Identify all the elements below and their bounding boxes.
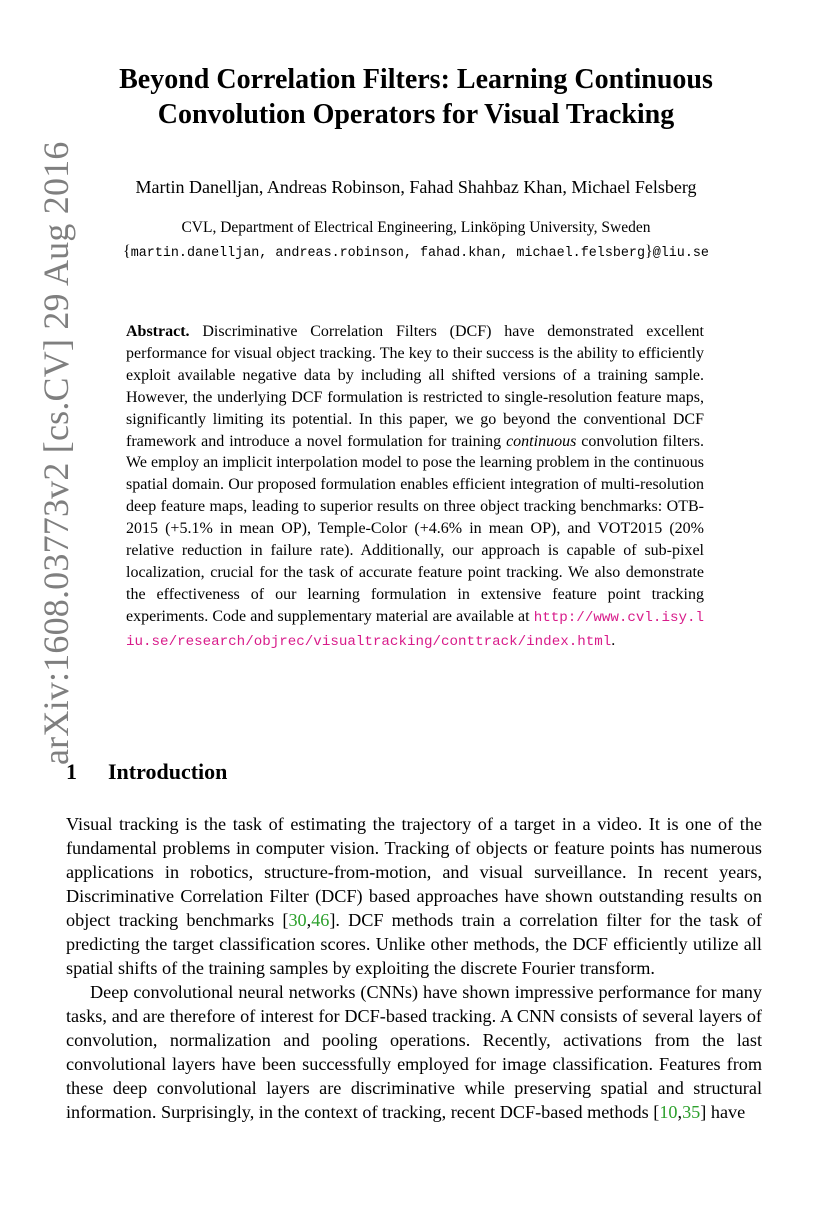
abstract-text-part1: Discriminative Correlation Filters (DCF) have demonstrated excellent performance for visual object tracking. The key to their success is the ability to efficiently exploit available negative data by including all shifted versions of a training sample. However, the underlying DCF formulation is restricted to single-resolution feature maps, significantly limiting its potential. In this paper, we go beyond the conventional DCF framework and introduce a novel formulation for training [126,323,704,450]
abstract-text-part2: convolution filters. We employ an implicit interpolation model to pose the learning problem in the continuous spatial domain. Our proposed formulation enables efficient integration of multi-resolution deep feature maps, leading to superior results on three object tracking benchmarks: OTB-2015 (+5.1% in mean OP), Temple-Color (+4.6% in mean OP), and VOT2015 (20% relative reduction in failure rate). Additionally, our approach is capable of sub-pixel localization, crucial for the task of accurate feature point tracking. We also demonstrate the effectiveness of our learning formulation in extensive feature point tracking experiments. Code and supplementary material are available at [126,432,704,625]
citation-link[interactable]: 35 [682,1102,701,1122]
citation-separator: , [306,910,312,930]
citation-link[interactable]: 10 [659,1102,678,1122]
code-url-link[interactable]: http://www.cvl.isy.liu.se/research/objrec/visualtracking/conttrack/index.html [126,609,705,650]
abstract-emphasis: continuous [506,432,577,450]
section-number: 1 [66,759,77,784]
citation-link[interactable]: 46 [311,910,330,930]
section-heading-introduction [66,758,227,786]
author-emails [66,240,766,266]
title-line-2: Convolution Operators for Visual Tracking [157,99,675,130]
para2-text-b: ] have [700,1102,746,1122]
affiliation: CVL, Department of Electrical Engineering, Linköping University, Sweden [181,219,651,236]
intro-paragraph-2 [66,980,762,1124]
introduction-body [66,812,762,1124]
intro-paragraph-1 [66,812,762,980]
arxiv-identifier-stamp: arXiv:1608.03773v2 [cs.CV] 29 Aug 2016 [36,141,76,765]
abstract-period: . [611,631,616,649]
section-title: Introduction [108,759,228,784]
para1-text-a: Visual tracking is the task of estimating the trajectory of a target in a video. It is one of the fundamental problems in computer vision. Tracking of objects or feature points has numerous applications in robotics, structure-from-motion, and visual surveillance. In recent years, Discriminative Correlation Filter (DCF) based approaches have shown outstanding results on object tracking benchmarks [ [66,814,762,930]
emails-open-brace: { [123,243,131,260]
citation-separator: , [677,1102,683,1122]
para2-text-a: Deep convolutional neural networks (CNNs) have shown impressive performance for many tasks, and are therefore of interest for DCF-based tracking. A CNN consists of several layers of convolution, normalization and pooling operations. Recently, activations from the last convolutional layers have been successfully employed for image classification. Features from these deep convolutional layers are discriminative while preserving spatial and structural information. Surprisingly, in the context of tracking, recent DCF-based methods [ [66,982,762,1122]
author-list: Martin Danelljan, Andreas Robinson, Fahad Shahbaz Khan, Michael Felsberg [135,177,697,197]
paper-title [66,62,766,132]
emails-names: martin.danelljan, andreas.robinson, fahad.khan, michael.felsberg [130,246,646,261]
title-line-1: Beyond Correlation Filters: Learning Continuous [119,64,713,95]
abstract-label: Abstract. [126,323,190,340]
citation-link[interactable]: 30 [288,910,307,930]
abstract [126,321,704,654]
para1-text-b: ]. DCF methods train a correlation filter for the task of predicting the target classification scores. Unlike other methods, the DCF efficiently utilize all spatial shifts of the training samples by exploiting the discrete Fourier transform. [66,910,762,978]
emails-domain: @liu.se [652,246,709,261]
emails-close-brace: } [645,243,653,260]
